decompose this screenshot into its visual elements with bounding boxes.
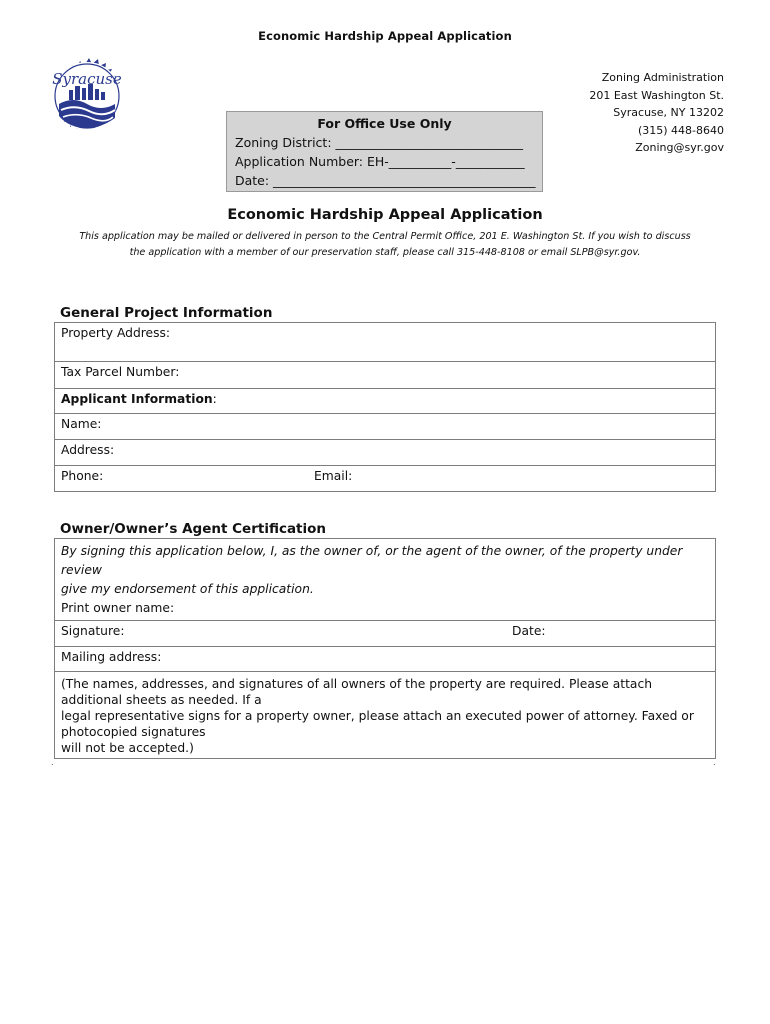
contact-block [589, 69, 724, 157]
page-title: Economic Hardship Appeal Application [227, 207, 543, 223]
certification-line-2: give my endorsement of this application. [61, 582, 314, 596]
contact-line-phone: (315) 448-8640 [637, 123, 724, 137]
contact-line-street: 201 East Washington St. [589, 88, 724, 102]
applicant-info-bold: Applicant Information [61, 392, 213, 406]
email-field[interactable]: Email: [314, 469, 353, 483]
applicant-info-colon: : [212, 392, 217, 406]
address-field[interactable]: Address: [55, 440, 716, 466]
owner-certification-heading: Owner/Owner’s Agent Certification [60, 521, 327, 537]
seal-text: Syracuse [52, 70, 122, 88]
signature-date-field[interactable]: Date: [512, 624, 546, 638]
general-project-table [54, 322, 716, 492]
owner-certification-table [54, 538, 716, 759]
phone-field[interactable]: Phone: [61, 469, 104, 483]
intro-text [60, 229, 710, 260]
owners-note-line-2: legal representative signs for a property owner, please attach an executed power of attorney. Faxed or photocopied signatures [61, 709, 694, 739]
contact-line-city: Syracuse, NY 13202 [613, 106, 724, 120]
office-date-field[interactable]: Date: __________________________________________ [235, 173, 536, 188]
intro-line-1: This application may be mailed or delivered in person to the Central Permit Office, 201 E. Washington St. If you wish to discuss [79, 231, 691, 242]
print-owner-name-field[interactable]: Print owner name: [61, 601, 175, 615]
property-address-field[interactable]: Property Address: [55, 323, 716, 362]
city-of-syracuse-seal-icon [39, 48, 135, 144]
tax-parcel-field[interactable]: Tax Parcel Number: [55, 362, 716, 389]
application-number-field[interactable]: Application Number: EH-__________-___________ [235, 154, 525, 169]
signature-date-row [55, 621, 716, 647]
certification-statement [55, 539, 716, 621]
owners-note [55, 672, 716, 759]
zoning-district-field[interactable]: Zoning District: ______________________________ [235, 135, 524, 150]
general-project-heading: General Project Information [60, 305, 273, 321]
footer-right-mark: . [713, 758, 716, 767]
intro-line-2: the application with a member of our preservation staff, please call 315-448-8108 or email SLPB@syr.gov. [129, 246, 641, 258]
footer-left-mark: . [51, 758, 54, 767]
office-use-box [226, 111, 543, 192]
applicant-info-label [55, 389, 716, 414]
office-use-title: For Office Use Only [317, 116, 452, 131]
document-header-title: Economic Hardship Appeal Application [258, 29, 512, 43]
contact-line-email: Zoning@syr.gov [635, 141, 724, 155]
owners-note-line-1: (The names, addresses, and signatures of all owners of the property are required. Please attach additional sheets as needed. If a [61, 677, 653, 707]
mailing-address-field[interactable]: Mailing address: [55, 647, 716, 672]
owners-note-line-3: will not be accepted.) [61, 741, 194, 755]
contact-line-department: Zoning Administration [601, 71, 724, 84]
phone-email-row [55, 466, 716, 492]
certification-line-1: By signing this application below, I, as the owner of, or the agent of the owner, of the property under review [61, 544, 683, 577]
name-field[interactable]: Name: [55, 414, 716, 440]
signature-field[interactable]: Signature: [61, 624, 125, 638]
